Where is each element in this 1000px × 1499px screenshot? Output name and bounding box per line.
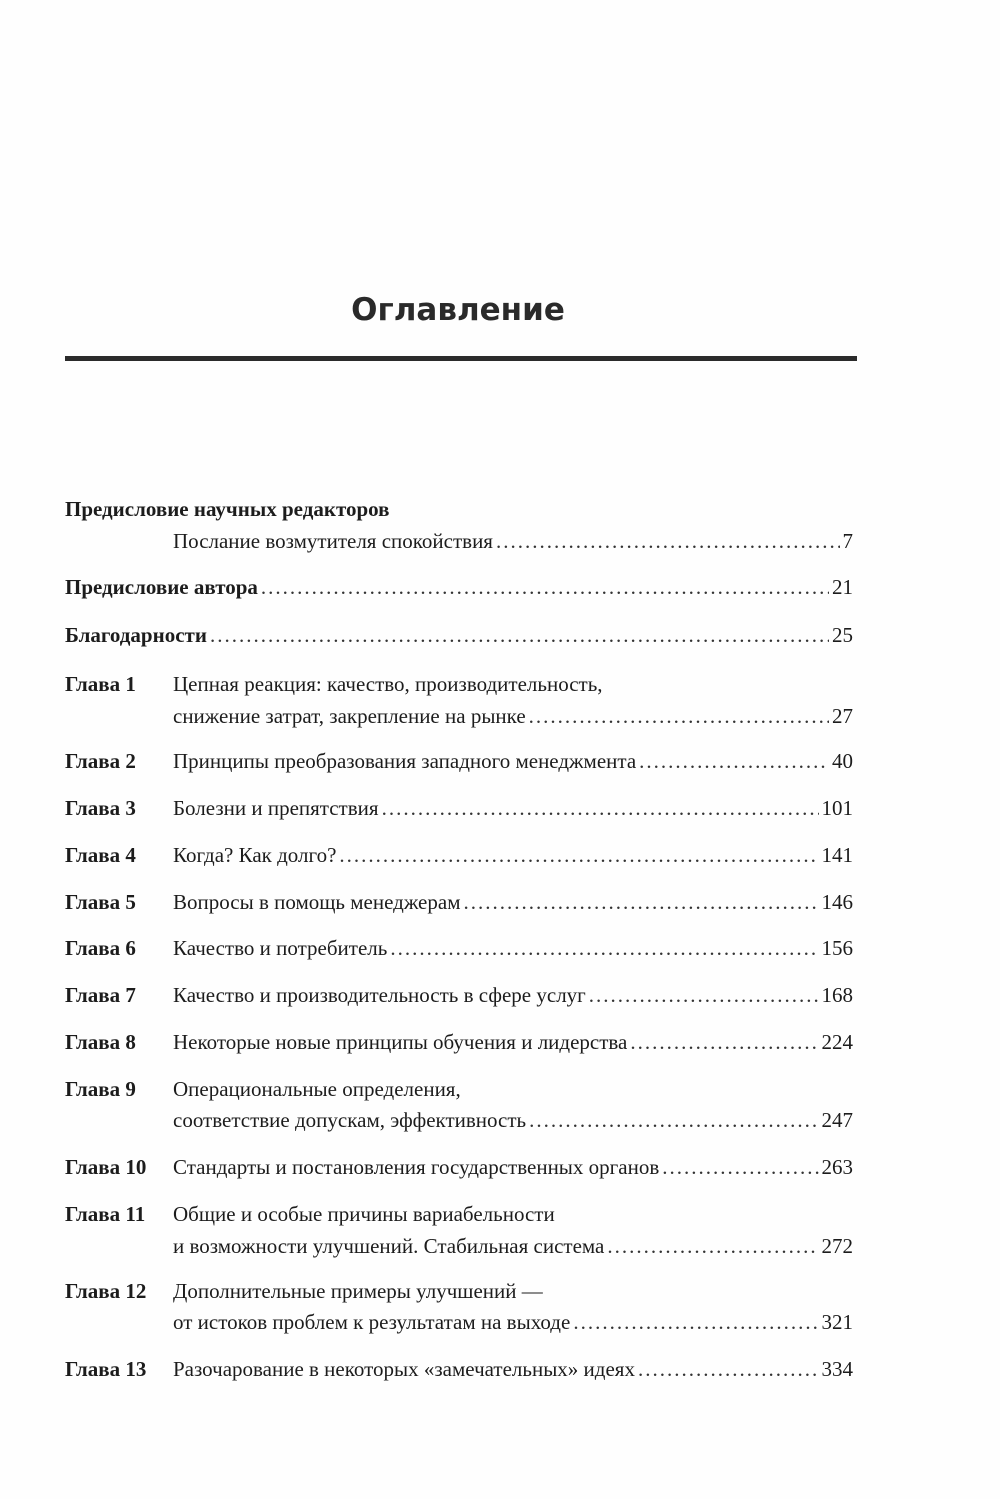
toc-entry-chapter-11[interactable] [173, 1230, 853, 1262]
toc-page-number: 247 [821, 1108, 853, 1132]
chapter-label: Глава 6 [65, 936, 136, 960]
toc-entry-chapter-13[interactable] [173, 1353, 853, 1385]
toc-entry-editors-preface[interactable] [173, 525, 853, 557]
toc-entry-title: Вопросы в помощь менеджерам [173, 890, 461, 914]
toc-entry-title: снижение затрат, закрепление на рынке [173, 704, 526, 728]
toc-entry-title: Качество и потребитель [173, 936, 388, 960]
toc-entry-title: Некоторые новые принципы обучения и лидерства [173, 1030, 628, 1054]
toc-entry-title: и возможности улучшений. Стабильная система [173, 1234, 605, 1258]
toc-entry-chapter-8[interactable] [173, 1026, 853, 1058]
toc-page-number: 272 [821, 1234, 853, 1258]
toc-entry-title: Качество и производительность в сфере услуг [173, 983, 586, 1007]
toc-entry-chapter-4[interactable] [173, 839, 853, 871]
toc-entry-title: от истоков проблем к результатам на выходе [173, 1310, 571, 1334]
toc-page-number: 27 [832, 704, 853, 728]
toc-entry-title: Болезни и препятствия [173, 796, 379, 820]
toc-page-number: 263 [821, 1155, 853, 1179]
toc-page-number: 146 [821, 890, 853, 914]
toc-page-number: 321 [821, 1310, 853, 1334]
title-rule [65, 356, 857, 361]
dot-leader [607, 1230, 818, 1262]
chapter-label: Глава 3 [65, 796, 136, 820]
toc-page-number: 334 [821, 1357, 853, 1381]
dot-leader [210, 619, 829, 651]
dot-leader [463, 886, 818, 918]
toc-entry-title-line1: Цепная реакция: качество, производительность, [173, 672, 603, 696]
toc-page-number: 7 [842, 529, 853, 553]
toc-entry-title: соответствие допускам, эффективность [173, 1108, 527, 1132]
chapter-label: Глава 4 [65, 843, 136, 867]
toc-page-number: 156 [821, 936, 853, 960]
toc-entry-chapter-5[interactable] [173, 886, 853, 918]
chapter-label: Глава 11 [65, 1202, 146, 1226]
dot-leader [261, 571, 829, 603]
dot-leader [662, 1151, 818, 1183]
toc-page-number: 25 [832, 623, 853, 647]
toc-entry-chapter-1[interactable] [173, 700, 853, 732]
chapter-label: Глава 8 [65, 1030, 136, 1054]
chapter-label: Глава 1 [65, 672, 136, 696]
toc-entry-author-preface[interactable] [65, 571, 853, 603]
chapter-label: Глава 12 [65, 1279, 147, 1303]
dot-leader [573, 1306, 818, 1338]
toc-entry-title: Стандарты и постановления государственных органов [173, 1155, 660, 1179]
toc-entry-title-line1: Дополнительные примеры улучшений — [173, 1279, 543, 1303]
dot-leader [589, 979, 819, 1011]
chapter-label: Глава 7 [65, 983, 136, 1007]
toc-page-number: 21 [832, 575, 853, 599]
dot-leader [630, 1026, 818, 1058]
dot-leader [529, 700, 829, 732]
toc-entry-chapter-3[interactable] [173, 792, 853, 824]
chapter-label: Глава 5 [65, 890, 136, 914]
chapter-label: Глава 13 [65, 1357, 147, 1381]
toc-entry-chapter-12[interactable] [173, 1306, 853, 1338]
chapter-label: Глава 2 [65, 749, 136, 773]
toc-entry-title-line1: Общие и особые причины вариабельности [173, 1202, 555, 1226]
toc-entry-title: Когда? Как долго? [173, 843, 337, 867]
dot-leader [638, 1353, 819, 1385]
toc-page-number: 224 [821, 1030, 853, 1054]
toc-page-number: 40 [832, 749, 853, 773]
toc-entry-chapter-10[interactable] [173, 1151, 853, 1183]
toc-page-number: 101 [821, 796, 853, 820]
dot-leader [496, 525, 840, 557]
dot-leader [339, 839, 818, 871]
dot-leader [639, 745, 829, 777]
page-title: Оглавление [351, 292, 565, 328]
toc-entry-chapter-2[interactable] [173, 745, 853, 777]
toc-entry-chapter-6[interactable] [173, 932, 853, 964]
toc-entry-title: Благодарности [65, 623, 207, 647]
toc-entry-title: Разочарование в некоторых «замечательных» идеях [173, 1357, 635, 1381]
toc-page-number: 168 [821, 983, 853, 1007]
toc-entry-title: Послание возмутителя спокойствия [173, 529, 493, 553]
toc-entry-chapter-9[interactable] [173, 1104, 853, 1136]
toc-entry-title: Принципы преобразования западного менеджмента [173, 749, 637, 773]
dot-leader [529, 1104, 818, 1136]
dot-leader [382, 792, 819, 824]
toc-entry-title-line1: Операциональные определения, [173, 1077, 461, 1101]
chapter-label: Глава 9 [65, 1077, 136, 1101]
toc-entry-acknowledgements[interactable] [65, 619, 853, 651]
toc-editors-preface-heading: Предисловие научных редакторов [65, 497, 390, 521]
toc-entry-chapter-7[interactable] [173, 979, 853, 1011]
toc-entry-title: Предисловие автора [65, 575, 258, 599]
toc-page-number: 141 [821, 843, 853, 867]
chapter-label: Глава 10 [65, 1155, 147, 1179]
dot-leader [390, 932, 818, 964]
